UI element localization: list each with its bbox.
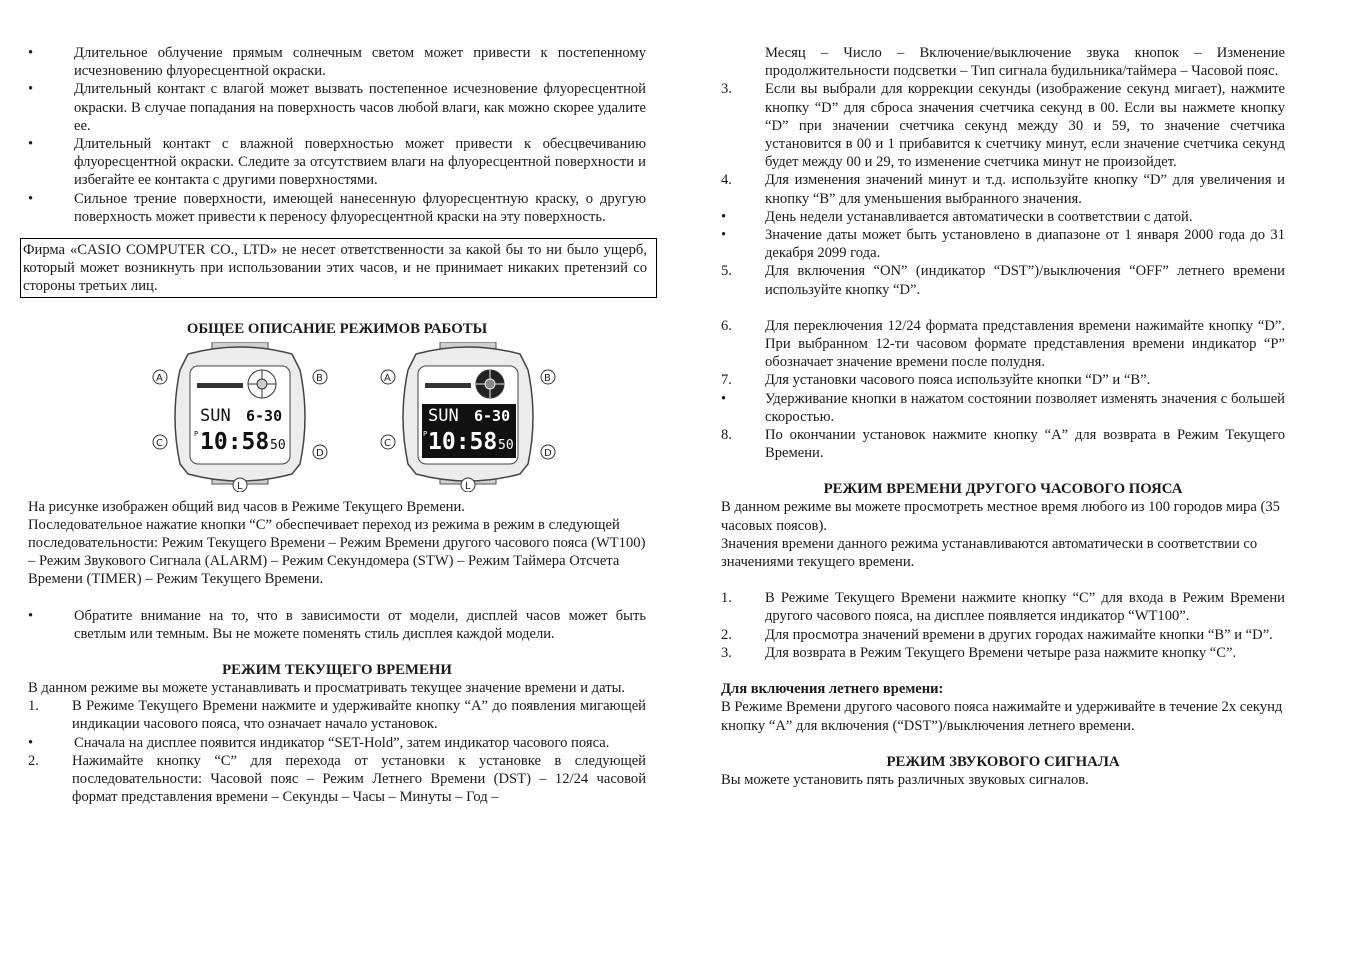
display-note: • Обратите внимание на то, что в зависимости от модели, дисплей часов может быть светлым или темным. Вы не можете поменять стиль дисплея каждой модели. [28, 607, 646, 642]
watch-pm: P [194, 429, 199, 438]
list-item: 4. Для изменения значений минут и т.д. используйте кнопку “D” для увеличения и кнопку “B” для уменьшения выбранного значения. [721, 172, 1285, 207]
watch-seconds: 50 [498, 437, 514, 453]
section-title-alarm: РЕЖИМ ЗВУКОВОГО СИГНАЛА [886, 753, 1120, 770]
list-item: 8. По окончании установок нажмите кнопку “A” для возврата в Режим Текущего Времени. [721, 427, 1285, 462]
watch-day: SUN [428, 405, 459, 426]
list-item: 5. Для включения “ON” (индикатор “DST”)/выключения “OFF” летнего времени используйте кнопку “D”. [721, 263, 1285, 298]
right-column [721, 44, 1285, 789]
list-item: 3. Для возврата в Режим Текущего Времени четыре раза нажмите кнопку “C”. [721, 644, 1237, 661]
watch-pm: P [423, 429, 428, 438]
button-label-a: A [156, 372, 163, 384]
watch-date: 6-30 [246, 406, 283, 425]
watch-time: 10:58 [428, 428, 498, 455]
button-label-a: A [384, 372, 391, 384]
settings-steps-a [721, 80, 1285, 298]
watch-illustrations [62, 342, 646, 492]
button-label-b: B [544, 372, 551, 384]
list-item: • Сильное трение поверхности, имеющей нанесенную флуоресцентную краску, о другую поверхность может привести к переносу флуоресцентной краски на эту поверхность. [28, 190, 646, 225]
watch-light-display [150, 342, 330, 492]
fluorescent-warnings [28, 44, 646, 226]
list-item: • Удерживание кнопки в нажатом состоянии позволяет изменять значения с большей скоростью. [721, 390, 1285, 425]
watch-day: SUN [200, 405, 231, 426]
dst-subtitle: Для включения летнего времени: [721, 681, 944, 698]
list-item: 6. Для переключения 12/24 формата представления времени нажимайте кнопку “D”. При выбранном 12-ти часовом формате представления времени индикатор “P” обозначает значение времени после полудня. [721, 317, 1285, 371]
settings-steps-b [721, 317, 1285, 463]
watch-date: 6-30 [474, 406, 511, 425]
disclaimer-box: Фирма «CASIO COMPUTER CO., LTD» не несет ответственности за какой бы то ни было ущерб, который может возникнуть при использовании этих часов, и не принимает никаких претензий со стороны третьих лиц. [20, 238, 657, 298]
button-label-b: B [316, 372, 323, 384]
watch-time: 10:58 [200, 428, 270, 455]
world-steps [721, 589, 1285, 662]
modes-sequence: Последовательное нажатие кнопки “C” обеспечивает переход из режима в режим в следующей последовательности: Режим Текущего Времени – Режим Времени другого часового пояса (WT100) – Режим Звукового Сигнала (ALARM) – Режим Секундомера (STW) – Режим Таймера Отсчета Времени (TIMER) – Режим Текущего Времени. [28, 516, 646, 588]
watch-dark-display [378, 342, 558, 492]
list-item: 1. В Режиме Текущего Времени нажмите и удерживайте кнопку “A” до появления мигающей индикации часового пояса, что означает начало установок. [28, 698, 646, 733]
section-title-world-time: РЕЖИМ ВРЕМЕНИ ДРУГОГО ЧАСОВОГО ПОЯСА [823, 481, 1183, 498]
list-item: • Длительный контакт с влагой может вызвать постепенное исчезновение флуоресцентной окраски. В случае попадания на поверхность часов любой влаги, как можно скорее удалите ее. [28, 81, 646, 134]
list-item: 2. Для просмотра значений времени в других городах нажимайте кнопки “B” и “D”. [721, 626, 1273, 643]
watch-dark-icon [378, 342, 558, 492]
list-item: 2. Нажимайте кнопку “C” для перехода от установки к установке в следующей последовательности: Часовой пояс – Режим Летнего Времени (DST) – 12/24 часовой формат представления времени – Секунды – Часы – Минуты – Год – [28, 752, 646, 806]
list-item: 3. Если вы выбрали для коррекции секунды (изображение секунд мигает), нажмите кнопку “D” для сброса значения счетчика секунд в 00. Если вы нажмете кнопку “D” при значении счетчика секунд между 30 и 59, то значение счетчика установится в 00 и 1 прибавится к счетчику минут, если значение счетчика секунд будет между 00 и 29, то изменение счетчика минут не произойдет. [721, 81, 1285, 171]
left-column [23, 44, 647, 806]
section-title-modes: ОБЩЕЕ ОПИСАНИЕ РЕЖИМОВ РАБОТЫ [186, 320, 488, 337]
dst-text: В Режиме Времени другого часового пояса нажимайте и удерживайте в течение 2х секунд кнопку “A” для включения (“DST”)/выключения летнего времени. [721, 699, 1283, 734]
list-item: 7. Для установки часового пояса используйте кнопки “D” и “B”. [721, 372, 1151, 389]
world-intro-1: В данном режиме вы можете просмотреть местное время любого из 100 городов мира (35 часовых поясов). [721, 499, 1280, 534]
section-title-current-time: РЕЖИМ ТЕКУЩЕГО ВРЕМЕНИ [222, 662, 452, 679]
list-item: • Длительное облучение прямым солнечным светом может привести к постепенному исчезновению флуоресцентной окраски. [28, 45, 646, 80]
button-label-l: L [237, 480, 243, 492]
button-label-d: D [544, 447, 552, 459]
button-label-c: C [156, 437, 163, 449]
button-label-l: L [465, 480, 471, 492]
list-item: • Длительный контакт с влажной поверхностью может привести к обесцвечиванию флуоресцентной окраски. Следите за отсутствием влаги на флуоресцентной поверхности и избегайте ее контакта с другими поверхностями. [28, 136, 646, 189]
button-label-c: C [384, 437, 391, 449]
world-intro-2: Значения времени данного режима устанавливаются автоматически в соответствии со значениями текущего времени. [721, 535, 1258, 571]
watch-seconds: 50 [270, 437, 286, 453]
button-label-d: D [316, 447, 324, 459]
alarm-text: Вы можете установить пять различных звуковых сигналов. [721, 771, 1089, 788]
list-item: Месяц – Число – Включение/выключение звука кнопок – Изменение продолжительности подсветки – Тип сигнала будильника/таймера – Часовой пояс. [765, 45, 1285, 80]
list-item: • День недели устанавливается автоматически в соответствии с датой. [721, 208, 1193, 225]
list-item: • Значение даты может быть установлено в диапазоне от 1 января 2000 года до 31 декабря 2099 года. [721, 227, 1285, 262]
list-item: 1. В Режиме Текущего Времени нажмите кнопку “C” для входа в Режим Времени другого часового пояса, на дисплее появляется индикатор “WT100”. [721, 590, 1285, 625]
current-intro: В данном режиме вы можете устанавливать и просматривать текущее значение времени и даты. [28, 680, 626, 697]
list-item: • Сначала на дисплее появится индикатор “SET-Hold”, затем индикатор часового пояса. [28, 734, 610, 751]
watch-light-icon [150, 342, 330, 492]
modes-caption: На рисунке изображен общий вид часов в Режиме Текущего Времени. [28, 498, 465, 515]
